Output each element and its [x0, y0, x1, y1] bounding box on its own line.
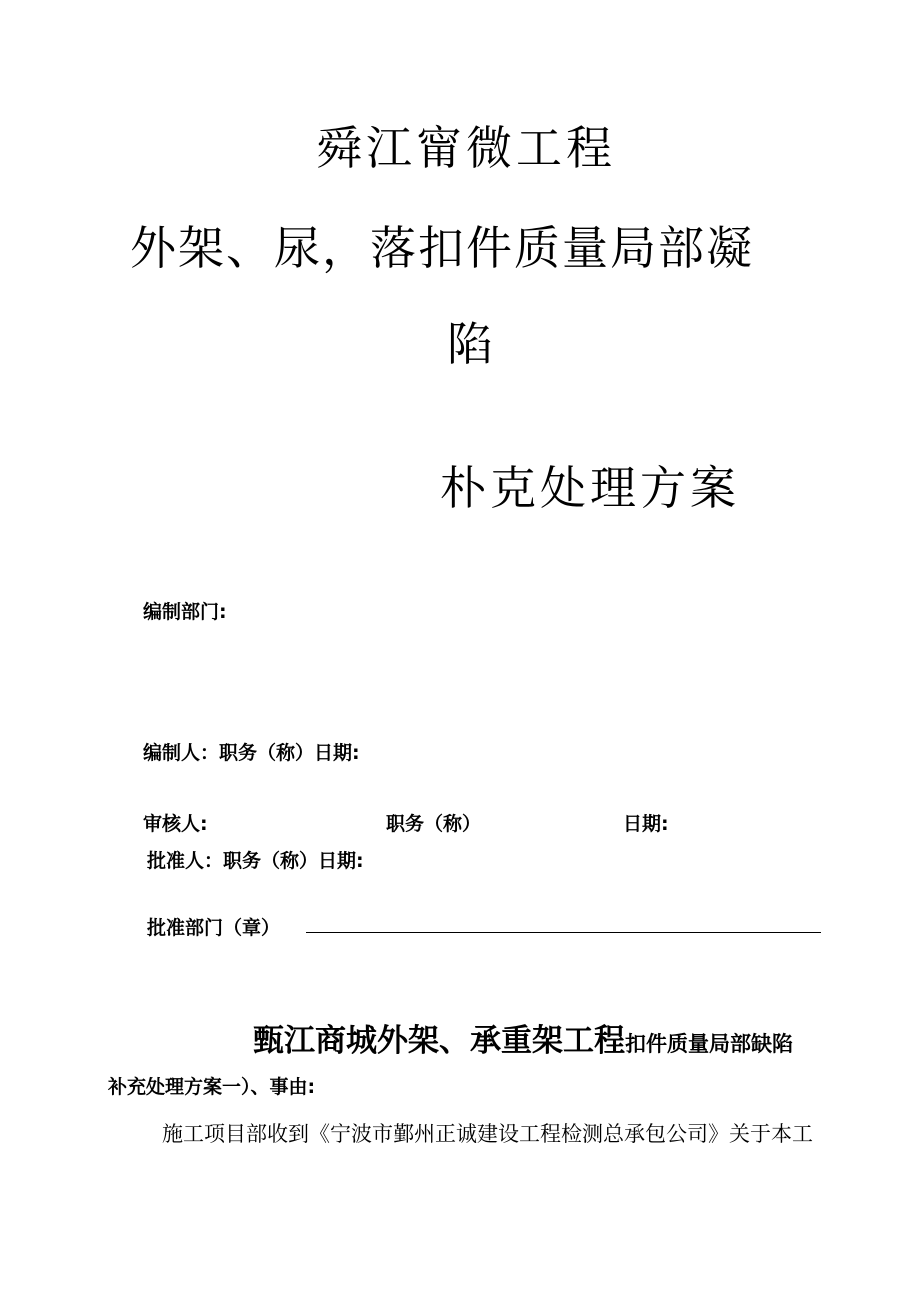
title-line-3: 陷: [447, 317, 497, 371]
field-approver: 批准人：职务（称）日期:: [147, 850, 364, 872]
field-reviewer: 审核人:: [143, 813, 208, 835]
field-reviewer-post: 职务（称）: [386, 813, 482, 835]
section-heading-cont: 补充处理方案一）、事由:: [108, 1076, 316, 1098]
title-line-4: 朴克处理方案: [440, 461, 740, 515]
field-approve-dept: 批准部门（章）: [147, 917, 281, 939]
field-reviewer-date: 日期:: [623, 813, 669, 835]
section-heading-big: 甄江商城外架、承重架工程: [253, 1023, 625, 1059]
title-line-2: 外架、尿，落扣件质量局部凝: [130, 221, 754, 275]
field-dept: 编制部门:: [143, 601, 227, 623]
section-heading-small: 扣件质量局部缺陷: [625, 1032, 793, 1056]
signature-line: [306, 932, 821, 933]
field-author: 编制人：职务（称）日期:: [143, 742, 360, 764]
body-paragraph-line: 施工项目部收到《宁波市鄞州正诚建设工程检测总承包公司》关于本工: [162, 1122, 813, 1146]
title-line-1: 舜江甯微工程: [316, 121, 616, 175]
section-heading: [253, 1015, 793, 1060]
